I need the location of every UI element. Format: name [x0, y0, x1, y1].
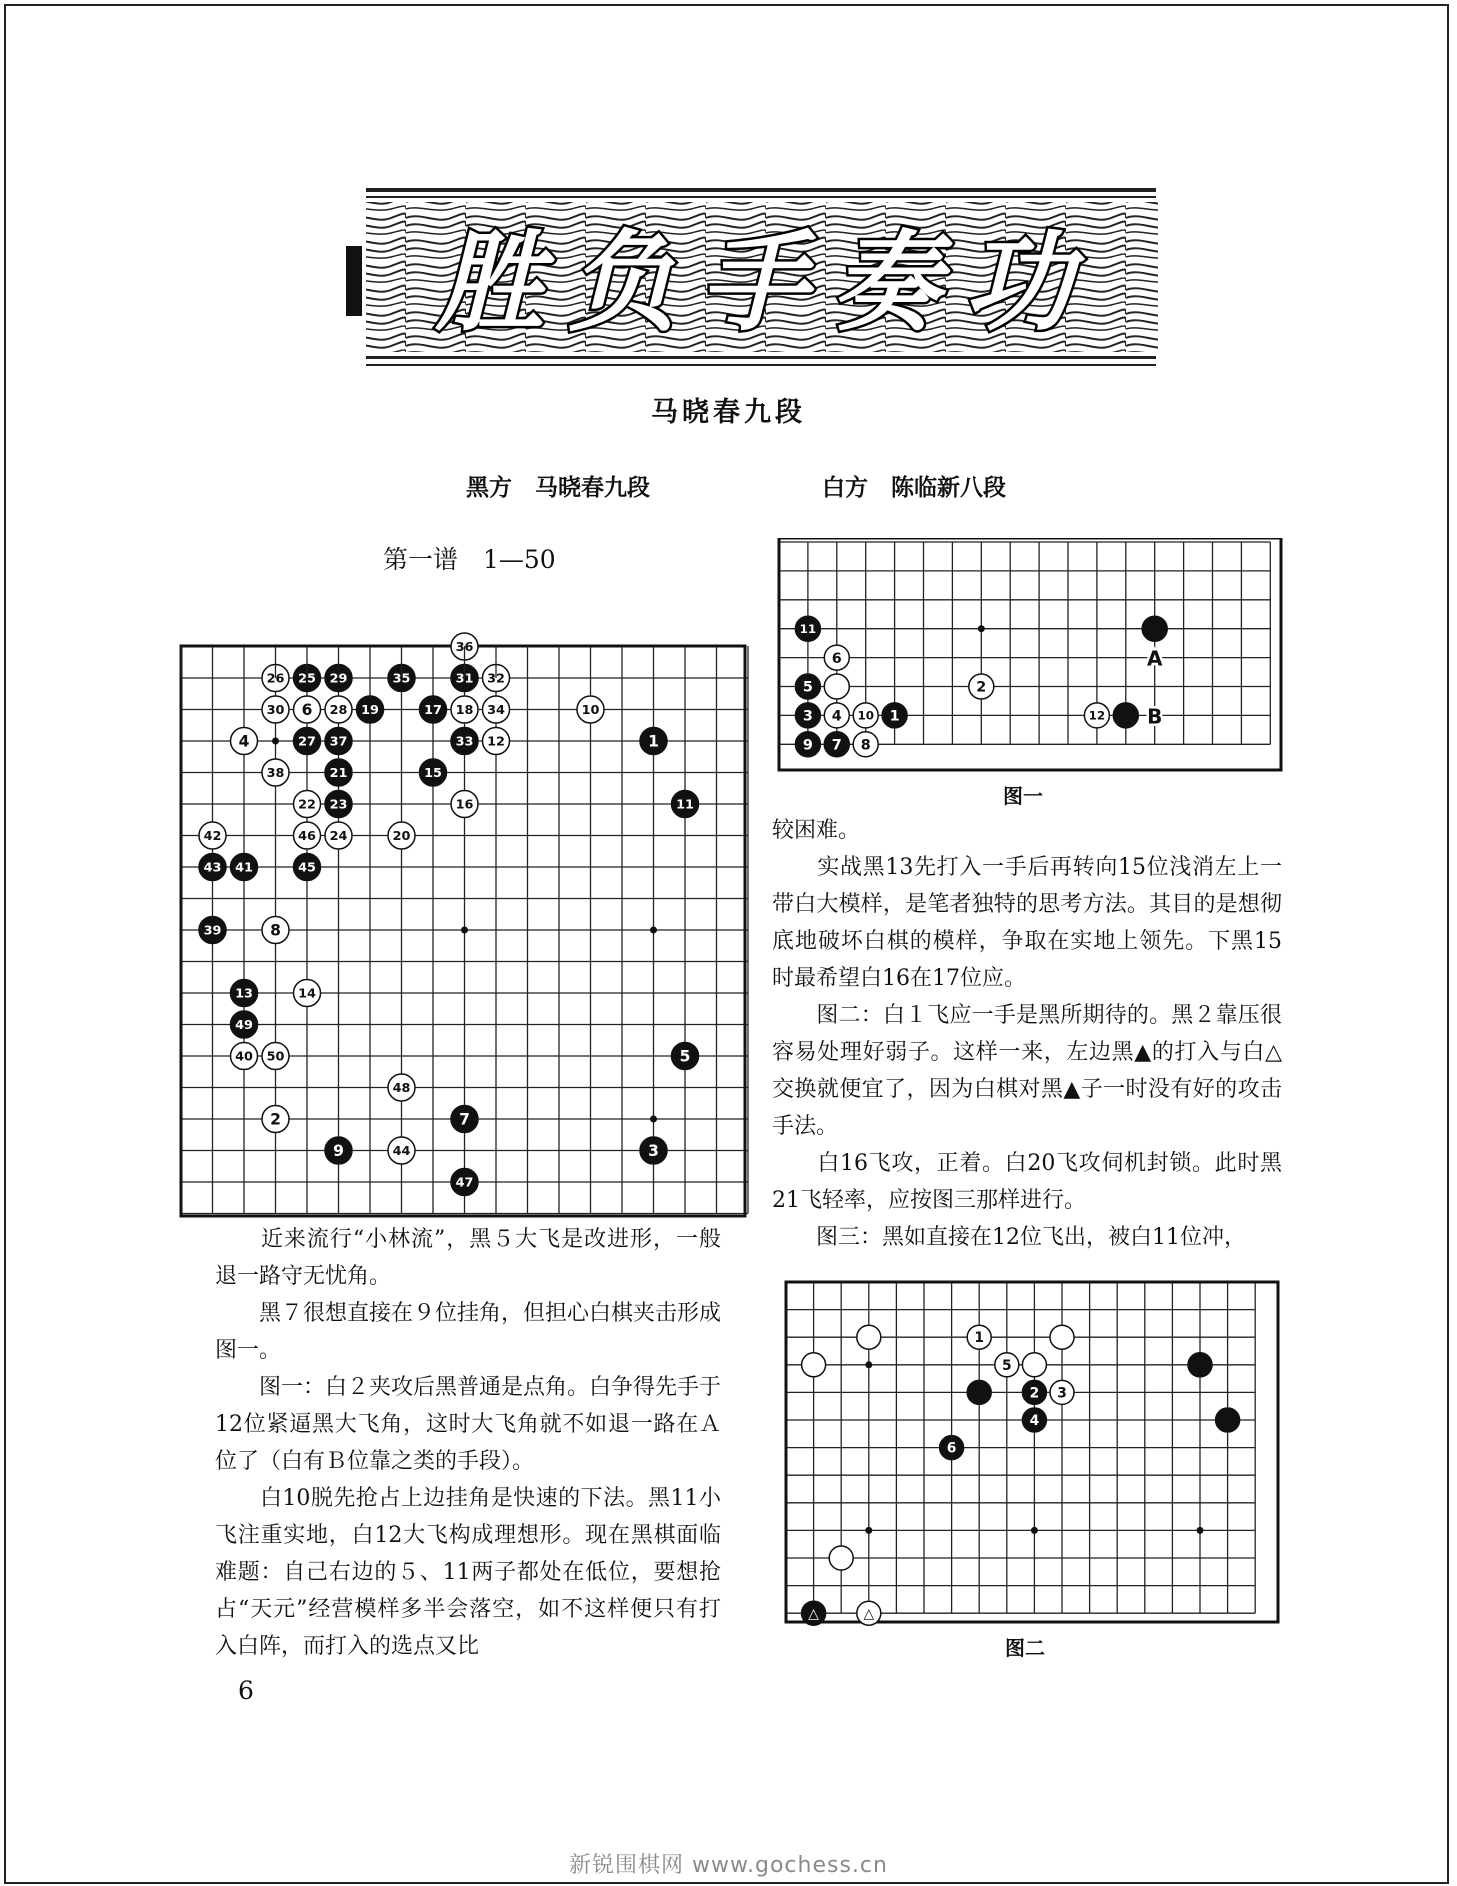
d1-stone-number: 8	[860, 737, 871, 754]
d2-star-point	[1031, 1527, 1038, 1534]
black-stone-7	[451, 1106, 478, 1133]
diagram-2-caption: 图二	[1005, 1636, 1045, 1660]
d2-stone-number: 4	[1029, 1412, 1040, 1429]
white-stone-50	[262, 1043, 289, 1070]
white-stone	[802, 1353, 826, 1377]
d2-star-point	[865, 1361, 872, 1368]
black-stone-11	[795, 616, 820, 641]
d2-stone-disc	[1022, 1353, 1046, 1377]
black-stone-37	[325, 728, 352, 755]
d1-stone-disc	[1142, 616, 1167, 641]
white-stone-30	[262, 696, 289, 723]
main-stone-number: 8	[270, 921, 281, 940]
main-stone-number: 45	[298, 860, 316, 876]
black-stone-9	[325, 1137, 352, 1164]
white-stone-34	[483, 696, 510, 723]
main-stone-number: 3	[648, 1142, 659, 1161]
main-stone-number: 40	[235, 1049, 253, 1065]
d1-stone-number: 4	[831, 708, 842, 725]
d2-stone-disc	[1188, 1353, 1212, 1377]
main-stone-number: 16	[455, 797, 474, 813]
white-stone-46	[294, 822, 321, 849]
main-stone-number: 9	[333, 1142, 344, 1161]
white-stone-48	[388, 1074, 415, 1101]
white-stone-2	[969, 674, 994, 699]
main-stone-number: 38	[266, 766, 285, 782]
main-stone-number: 41	[235, 860, 253, 876]
black-stone-5	[672, 1043, 699, 1070]
page-title: 胜负手奏功	[435, 221, 1097, 346]
d1-stone-disc	[1113, 703, 1138, 728]
d2-stone-number: 3	[1057, 1385, 1067, 1402]
black-stone	[1113, 703, 1138, 728]
black-stone-9	[795, 732, 820, 757]
black-stone	[967, 1380, 991, 1404]
d2-stone-disc	[1216, 1408, 1240, 1432]
diagram-2	[782, 1278, 1282, 1628]
main-star-point	[461, 927, 468, 934]
d2-grid	[786, 1282, 1255, 1613]
right-paragraph-4: 白16飞攻，正着。白20飞攻伺机封锁。此时黑21飞轻率，应按图三那样进行。	[772, 1151, 1282, 1213]
white-stone-22	[294, 791, 321, 818]
main-stone-number: 10	[581, 703, 600, 719]
white-stone-28	[325, 696, 352, 723]
black-stone-41	[231, 854, 258, 881]
d1-stone-number: 6	[831, 650, 842, 667]
d2-star-point	[865, 1527, 872, 1534]
main-star-point	[650, 927, 657, 934]
main-stone-number: 32	[487, 671, 505, 687]
black-stone-13	[231, 980, 258, 1007]
white-player: 白方 陈临新八段	[822, 475, 1006, 501]
main-stone-number: 23	[329, 797, 348, 813]
d2-stone-number: △	[808, 1606, 819, 1623]
section-title: 第一谱 1—50	[383, 545, 556, 574]
main-stone-number: 21	[329, 766, 348, 782]
page-number: 6	[238, 1676, 254, 1705]
white-stone-1	[967, 1325, 991, 1349]
main-stone-number: 24	[329, 829, 348, 845]
main-stone-number: 35	[392, 671, 411, 687]
black-stone-49	[231, 1011, 258, 1038]
d1-stone-disc	[824, 674, 849, 699]
main-stone-number: 27	[298, 734, 316, 750]
black-stone-39	[199, 917, 226, 944]
main-stone-number: 42	[203, 829, 222, 845]
d2-stone-disc	[1050, 1325, 1074, 1349]
black-stone-23	[325, 791, 352, 818]
main-stone-number: 20	[392, 829, 411, 845]
white-stone	[1050, 1325, 1074, 1349]
main-stone-number: 12	[487, 734, 505, 750]
main-stone-number: 17	[424, 703, 442, 719]
white-stone-44	[388, 1137, 415, 1164]
black-stone-45	[294, 854, 321, 881]
site-footer: 新锐围棋网 www.gochess.cn	[569, 1853, 888, 1878]
black-stone-6	[940, 1436, 964, 1460]
main-star-point	[272, 738, 279, 745]
main-stone-number: 30	[266, 703, 285, 719]
main-stone-number: 6	[301, 701, 313, 720]
black-stone-3	[795, 703, 820, 728]
main-stone-number: 7	[459, 1110, 470, 1129]
d1-stone-number: 1	[889, 708, 900, 725]
white-stone-12	[483, 728, 510, 755]
white-stone-4	[824, 703, 849, 728]
black-stone-17	[420, 696, 447, 723]
black-stone-11	[672, 791, 699, 818]
black-stone-27	[294, 728, 321, 755]
main-stone-number: 33	[455, 734, 474, 750]
black-stone-33	[451, 728, 478, 755]
diagram-1	[775, 538, 1285, 774]
black-stone-7	[824, 732, 849, 757]
main-stone-number: 15	[424, 766, 442, 782]
black-stone-15	[420, 759, 447, 786]
black-stone-47	[451, 1169, 478, 1196]
main-stone-number: 1	[648, 732, 659, 751]
white-stone-△	[857, 1601, 881, 1625]
main-stone-number: 19	[361, 703, 379, 719]
d2-stone-number: 1	[974, 1330, 985, 1347]
black-stone	[1188, 1353, 1212, 1377]
main-stone-number: 36	[455, 640, 474, 656]
black-stone-3	[640, 1137, 667, 1164]
black-stone-43	[199, 854, 226, 881]
main-stone-number: 2	[270, 1110, 281, 1129]
d1-point-label: A	[1146, 646, 1163, 671]
left-paragraph-2: 黑７很想直接在９位挂角，但担心白棋夹击形成图一。	[215, 1301, 722, 1363]
author-line: 马晓春九段	[651, 397, 806, 428]
black-stone-1	[882, 703, 907, 728]
d2-stone-disc	[829, 1546, 853, 1570]
white-stone-16	[451, 791, 478, 818]
main-star-point	[650, 1116, 657, 1123]
white-stone-4	[231, 728, 258, 755]
black-player: 黑方 马晓春九段	[466, 475, 650, 501]
main-stone-number: 22	[298, 797, 316, 813]
black-stone-4	[1022, 1408, 1046, 1432]
right-paragraph-2: 实战黑13先打入一手后再转向15位浅消左上一带白大模样，是笔者独特的思考方法。其目的是想彻底地破坏白棋的模样，争取在实地上领先。下黑15时最希望白16在17位应。	[772, 855, 1282, 991]
white-stone-5	[995, 1353, 1019, 1377]
main-stone-number: 49	[235, 1018, 253, 1034]
d1-stone-number: 5	[802, 679, 813, 696]
white-stone-8	[853, 732, 878, 757]
main-stone-number: 50	[266, 1049, 285, 1065]
black-stone	[1142, 616, 1167, 641]
white-stone-14	[294, 980, 321, 1007]
main-stone-number: 48	[392, 1081, 411, 1097]
main-stone-number: 39	[203, 923, 222, 939]
d2-stone-number: 6	[946, 1440, 957, 1457]
d1-stone-number: 10	[857, 708, 874, 723]
main-stone-number: 11	[676, 797, 694, 813]
white-stone-38	[262, 759, 289, 786]
d2-stone-number: 5	[1001, 1357, 1012, 1374]
black-stone-5	[795, 674, 820, 699]
right-paragraph-3: 图二：白１飞应一手是黑所期待的。黑２靠压很容易处理好弱子。这样一来，左边黑▲的打入与白△交换就便宜了，因为白棋对黑▲子一时没有好的攻击手法。	[772, 1003, 1282, 1139]
white-stone	[824, 674, 849, 699]
right-paragraph-1: 较困难。	[772, 818, 861, 843]
d2-stone-disc	[967, 1380, 991, 1404]
main-stone-number: 47	[455, 1175, 474, 1191]
d2-stone-disc	[857, 1325, 881, 1349]
d1-stone-number: 2	[976, 679, 987, 696]
main-stone-number: 28	[329, 703, 348, 719]
d1-stone-number: 7	[831, 737, 842, 754]
d1-stone-number: 9	[802, 737, 813, 754]
white-stone-8	[262, 917, 289, 944]
main-stone-number: 34	[487, 703, 505, 719]
white-stone	[829, 1546, 853, 1570]
d1-star-point	[978, 625, 985, 632]
right-paragraph-5: 图三：黑如直接在12位飞出，被白11位冲，	[772, 1225, 1246, 1250]
black-stone-19	[357, 696, 384, 723]
main-stone-number: 5	[679, 1047, 691, 1066]
d1-stone-number: 3	[802, 708, 813, 725]
black-stone	[1216, 1408, 1240, 1432]
white-stone-6	[294, 696, 321, 723]
black-stone-1	[640, 728, 667, 755]
white-stone-12	[1084, 703, 1109, 728]
main-stone-number: 14	[298, 986, 316, 1002]
d1-stone-number: 12	[1088, 708, 1106, 723]
d2-stone-number: 2	[1029, 1385, 1040, 1402]
main-stone-number: 31	[455, 671, 474, 687]
black-stone-21	[325, 759, 352, 786]
title-wrap	[346, 198, 1158, 383]
d1-stone-number: 11	[799, 621, 817, 636]
white-stone-3	[1050, 1380, 1074, 1404]
white-stone	[857, 1325, 881, 1349]
white-stone-10	[853, 703, 878, 728]
white-stone-6	[824, 645, 849, 670]
d2-stone-disc	[802, 1353, 826, 1377]
left-paragraph-1: 近来流行“小林流”，黑５大飞是改进形，一般退一路守无忧角。	[215, 1227, 721, 1289]
white-stone-10	[577, 696, 604, 723]
main-stone-number: 13	[235, 986, 253, 1002]
d2-stone-number: △	[863, 1606, 875, 1623]
left-paragraph-3: 图一：白２夹攻后黑普通是点角。白争得先手于12位紧逼黑大飞角，这时大飞角就不如退一路在Ａ位了（白有Ｂ位靠之类的手段）。	[215, 1375, 722, 1474]
white-stone-42	[199, 822, 226, 849]
diagram-1-caption: 图一	[1003, 784, 1043, 808]
main-stone-number: 4	[238, 732, 250, 751]
main-stone-number: 26	[266, 671, 285, 687]
white-stone-20	[388, 822, 415, 849]
main-stone-number: 46	[298, 829, 316, 845]
white-stone-24	[325, 822, 352, 849]
left-paragraph-4: 白10脱先抢占上边挂角是快速的下法。黑11小飞注重实地，白12大飞构成理想形。现在黑棋面临难题：自己右边的５、11两子都处在低位，要想抢占“天元”经营模样多半会落空，如不这样便只有打入白阵，而打入的选点又比	[215, 1486, 721, 1659]
main-stone-number: 43	[203, 860, 222, 876]
game-record-diagram	[168, 620, 758, 1218]
main-stone-number: 18	[455, 703, 474, 719]
main-stone-number: 37	[329, 734, 348, 750]
white-stone	[1022, 1353, 1046, 1377]
d2-star-point	[1197, 1527, 1204, 1534]
black-stone-△	[802, 1601, 826, 1625]
main-stone-number: 25	[298, 671, 316, 687]
white-stone-2	[262, 1106, 289, 1133]
black-stone-2	[1022, 1380, 1046, 1404]
title-banner	[346, 188, 1158, 373]
d1-border	[779, 538, 1281, 770]
main-stone-number: 29	[329, 671, 348, 687]
main-stone-number: 44	[392, 1144, 411, 1160]
d1-point-label: B	[1147, 704, 1163, 729]
white-stone-40	[231, 1043, 258, 1070]
white-stone-18	[451, 696, 478, 723]
